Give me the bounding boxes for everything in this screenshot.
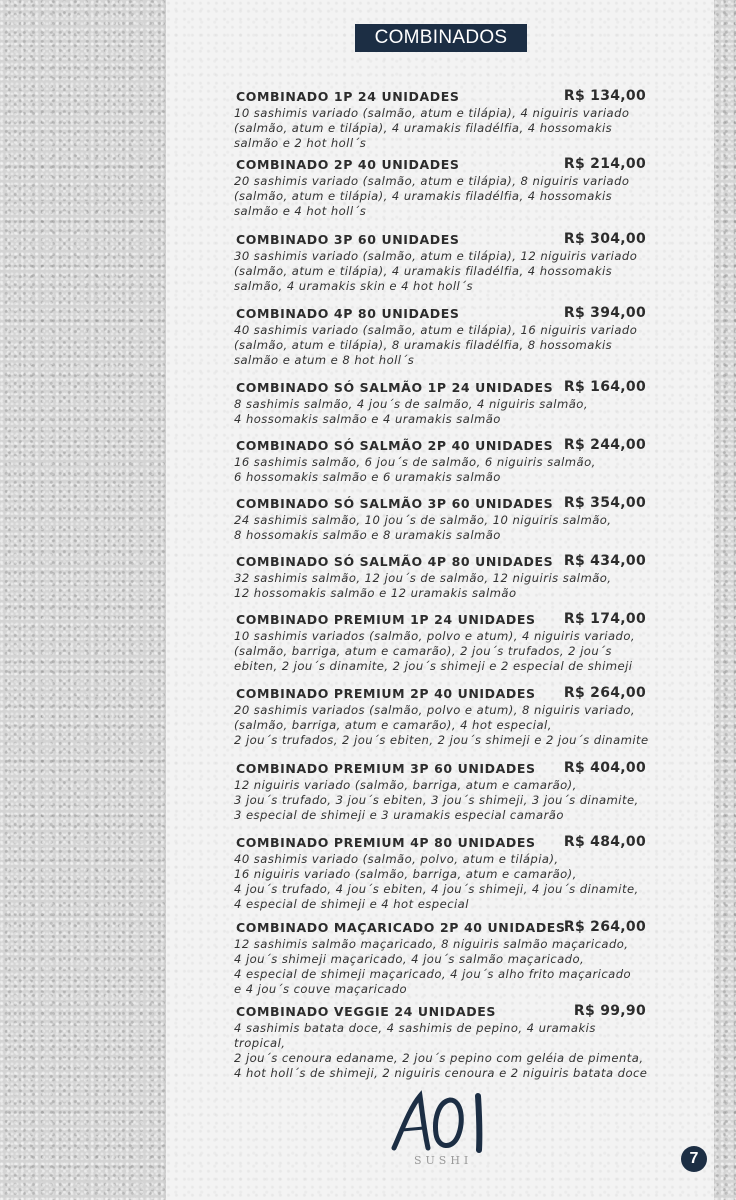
item-price: R$ 99,90	[573, 1003, 646, 1019]
item-price: R$ 244,00	[563, 437, 646, 453]
item-name: COMBINADO 4P 80 UNIDADES	[236, 306, 460, 321]
item-description: 16 sashimis salmão, 6 jou´s de salmão, 6 niguiris salmão, 6 hossomakis salmão e 6 uramakis salmão	[234, 455, 596, 484]
item-price: R$ 164,00	[563, 379, 646, 395]
item-name: COMBINADO 2P 40 UNIDADES	[236, 157, 460, 172]
page-number-badge: 7	[681, 1146, 707, 1172]
item-name: COMBINADO PREMIUM 4P 80 UNIDADES	[236, 835, 536, 850]
menu-item-premium-3p	[234, 761, 650, 823]
menu-item-so-salmao-1p	[234, 380, 650, 427]
aoi-sushi-logo	[388, 1090, 494, 1172]
item-description: 20 sashimis variados (salmão, polvo e atum), 8 niguiris variado, (salmão, barriga, atum e camarão), 4 hot especial, 2 jou´s trufados, 2 jou´s ebiten, 2 jou´s shimeji e 2 jou´s dinamite	[234, 703, 649, 747]
menu-item-premium-1p	[234, 612, 650, 674]
menu-item-so-salmao-4p	[234, 554, 650, 601]
menu-item-combinado-3p	[234, 232, 650, 294]
item-price: R$ 174,00	[563, 611, 646, 627]
item-name: COMBINADO SÓ SALMÃO 3P 60 UNIDADES	[236, 496, 554, 511]
item-name: COMBINADO PREMIUM 1P 24 UNIDADES	[236, 612, 536, 627]
item-price: R$ 264,00	[563, 919, 646, 935]
menu-item-so-salmao-2p	[234, 438, 650, 485]
item-description: 10 sashimis variados (salmão, polvo e atum), 4 niguiris variado, (salmão, barriga, atum e camarão), 2 jou´s trufados, 2 jou´s ebiten, 2 jou´s dinamite, 2 jou´s shimeji e 2 especial de shimeji	[234, 629, 636, 673]
item-price: R$ 394,00	[563, 305, 646, 321]
item-price: R$ 354,00	[563, 495, 646, 511]
item-description: 12 niguiris variado (salmão, barriga, atum e camarão), 3 jou´s trufado, 3 jou´s ebiten, 3 jou´s shimeji, 3 jou´s dinamite, 3 especial de shimeji e 3 uramakis especial camarão	[234, 778, 639, 822]
item-description: 30 sashimis variado (salmão, atum e tilápia), 12 niguiris variado (salmão, atum e tilápia), 4 uramakis filadélfia, 4 hossomakis salmão, 4 uramakis skin e 4 hot holl´s	[234, 249, 638, 293]
item-name: COMBINADO MAÇARICADO 2P 40 UNIDADES	[236, 920, 566, 935]
item-price: R$ 264,00	[563, 685, 646, 701]
item-description: 24 sashimis salmão, 10 jou´s de salmão, 10 niguiris salmão, 8 hossomakis salmão e 8 uramakis salmão	[234, 513, 612, 542]
item-description: 20 sashimis variado (salmão, atum e tilápia), 8 niguiris variado (salmão, atum e tilápia), 4 uramakis filadélfia, 4 hossomakis salmão e 4 hot holl´s	[234, 174, 630, 218]
item-name: COMBINADO PREMIUM 2P 40 UNIDADES	[236, 686, 536, 701]
item-name: COMBINADO 1P 24 UNIDADES	[236, 89, 460, 104]
item-description: 12 sashimis salmão maçaricado, 8 niguiris salmão maçaricado, 4 jou´s shimeji maçaricado, 4 jou´s salmão maçaricado, 4 especial de shimeji maçaricado, 4 jou´s alho frito maçaricado e 4 jou´s couve maçaricado	[234, 937, 632, 996]
item-description: 40 sashimis variado (salmão, polvo, atum e tilápia), 16 niguiris variado (salmão, barriga, atum e camarão), 4 jou´s trufado, 4 jou´s ebiten, 4 jou´s shimeji, 4 jou´s dinamite, 4 especial de shimeji e 4 hot especial	[234, 852, 639, 911]
aoi-brushstroke-logo-icon	[388, 1090, 494, 1156]
menu-item-premium-2p	[234, 686, 650, 748]
item-description: 4 sashimis batata doce, 4 sashimis de pepino, 4 uramakis tropical, 2 jou´s cenoura edaname, 2 jou´s pepino com geléia de pimenta, 4 hot holl´s de shimeji, 2 niguiris cenoura e 2 niguiris batata doce	[234, 1021, 648, 1080]
item-name: COMBINADO SÓ SALMÃO 4P 80 UNIDADES	[236, 554, 554, 569]
menu-item-combinado-2p	[234, 157, 650, 219]
menu-item-premium-4p	[234, 835, 650, 912]
item-price: R$ 304,00	[563, 231, 646, 247]
menu-item-combinado-1p	[234, 89, 650, 151]
item-name: COMBINADO SÓ SALMÃO 2P 40 UNIDADES	[236, 438, 554, 453]
item-price: R$ 434,00	[563, 553, 646, 569]
item-description: 10 sashimis variado (salmão, atum e tilápia), 4 niguiris variado (salmão, atum e tilápia), 4 uramakis filadélfia, 4 hossomakis salmão e 2 hot holl´s	[234, 106, 630, 150]
menu-item-combinado-4p	[234, 306, 650, 368]
section-title: COMBINADOS	[355, 24, 527, 52]
item-name: COMBINADO SÓ SALMÃO 1P 24 UNIDADES	[236, 380, 554, 395]
logo-subtitle: SUSHI	[414, 1154, 473, 1167]
item-description: 32 sashimis salmão, 12 jou´s de salmão, 12 niguiris salmão, 12 hossomakis salmão e 12 uramakis salmão	[234, 571, 612, 600]
item-price: R$ 134,00	[563, 88, 646, 104]
menu-item-macaricado-2p	[234, 920, 650, 997]
item-name: COMBINADO PREMIUM 3P 60 UNIDADES	[236, 761, 536, 776]
item-price: R$ 404,00	[563, 760, 646, 776]
item-price: R$ 214,00	[563, 156, 646, 172]
item-name: COMBINADO VEGGIE 24 UNIDADES	[236, 1004, 496, 1019]
menu-item-veggie	[234, 1004, 650, 1081]
item-description: 40 sashimis variado (salmão, atum e tilápia), 16 niguiris variado (salmão, atum e tilápia), 8 uramakis filadélfia, 8 hossomakis salmão e atum e 8 hot holl´s	[234, 323, 638, 367]
item-name: COMBINADO 3P 60 UNIDADES	[236, 232, 460, 247]
item-description: 8 sashimis salmão, 4 jou´s de salmão, 4 niguiris salmão, 4 hossomakis salmão e 4 uramakis salmão	[234, 397, 588, 426]
item-price: R$ 484,00	[563, 834, 646, 850]
menu-item-so-salmao-3p	[234, 496, 650, 543]
